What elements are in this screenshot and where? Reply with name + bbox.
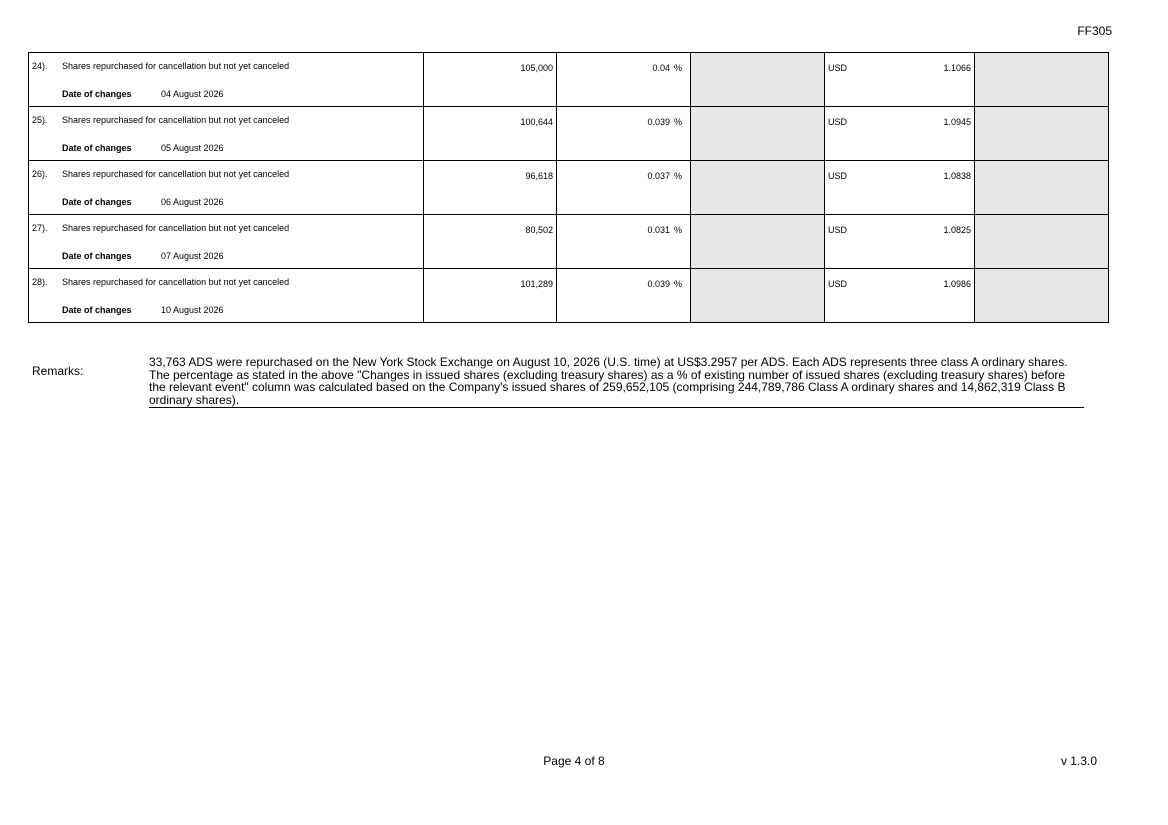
table-row bbox=[29, 269, 1109, 323]
price-cell bbox=[825, 269, 975, 323]
percent-sign: % bbox=[673, 63, 682, 73]
description-cell bbox=[29, 53, 424, 107]
date-of-changes-label: Date of changes bbox=[62, 305, 132, 315]
percent-cell bbox=[557, 53, 691, 107]
row-number: 24). bbox=[32, 61, 48, 71]
percent-value: 0.04 bbox=[652, 63, 670, 73]
price-value: 1.0825 bbox=[943, 225, 971, 235]
price-cell bbox=[825, 215, 975, 269]
share-changes-rows bbox=[29, 53, 1109, 323]
shaded-cell bbox=[975, 107, 1109, 161]
date-of-changes-value: 06 August 2026 bbox=[161, 197, 224, 207]
row-description: Shares repurchased for cancellation but not yet canceled bbox=[62, 115, 290, 125]
row-description: Shares repurchased for cancellation but not yet canceled bbox=[62, 277, 290, 287]
table-row bbox=[29, 107, 1109, 161]
row-number: 26). bbox=[32, 169, 48, 179]
shaded-cell bbox=[691, 53, 825, 107]
share-changes-table bbox=[28, 52, 1109, 323]
percent-sign: % bbox=[673, 225, 682, 235]
row-number: 28). bbox=[32, 277, 48, 287]
percent-cell bbox=[557, 107, 691, 161]
price-cell bbox=[825, 53, 975, 107]
shaded-cell bbox=[691, 161, 825, 215]
price-value: 1.1066 bbox=[943, 63, 971, 73]
row-number: 25). bbox=[32, 115, 48, 125]
shaded-cell bbox=[975, 161, 1109, 215]
date-of-changes-label: Date of changes bbox=[62, 89, 132, 99]
shaded-cell bbox=[691, 215, 825, 269]
row-description: Shares repurchased for cancellation but not yet canceled bbox=[62, 223, 290, 233]
shares-cell: 80,502 bbox=[424, 215, 557, 269]
percent-value: 0.031 bbox=[647, 225, 670, 235]
price-value: 1.0945 bbox=[943, 117, 971, 127]
page-number: Page 4 of 8 bbox=[543, 754, 605, 768]
date-of-changes-value: 05 August 2026 bbox=[161, 143, 224, 153]
percent-value: 0.037 bbox=[647, 171, 670, 181]
shaded-cell bbox=[691, 269, 825, 323]
remarks-body bbox=[149, 356, 1084, 408]
date-of-changes-value: 07 August 2026 bbox=[161, 251, 224, 261]
percent-cell bbox=[557, 161, 691, 215]
shares-cell: 105,000 bbox=[424, 53, 557, 107]
shaded-cell bbox=[975, 215, 1109, 269]
price-cell bbox=[825, 107, 975, 161]
currency: USD bbox=[828, 279, 848, 289]
version-label: v 1.3.0 bbox=[1060, 754, 1097, 768]
shares-cell: 100,644 bbox=[424, 107, 557, 161]
remarks-paragraph-2: The percentage as stated in the above "Changes in issued shares (excluding treasury shares) as a % of existing number of issued shares (excluding treasury shares) before the relevant event" column was calculated based on the Company's issued shares of 259,652,105 (comprising 244,789,786 Class A ordinary shares and 14,862,319 Class B ordinary shares). bbox=[149, 367, 1066, 407]
shares-cell: 96,618 bbox=[424, 161, 557, 215]
price-value: 1.0986 bbox=[943, 279, 971, 289]
row-description: Shares repurchased for cancellation but not yet canceled bbox=[62, 169, 290, 179]
description-cell bbox=[29, 161, 424, 215]
row-description: Shares repurchased for cancellation but not yet canceled bbox=[62, 61, 290, 71]
currency: USD bbox=[828, 171, 848, 181]
table-row bbox=[29, 53, 1109, 107]
row-number: 27). bbox=[32, 223, 48, 233]
table-row bbox=[29, 161, 1109, 215]
remarks-label: Remarks: bbox=[32, 364, 84, 378]
percent-cell bbox=[557, 215, 691, 269]
percent-sign: % bbox=[673, 279, 682, 289]
date-of-changes-value: 04 August 2026 bbox=[161, 89, 224, 99]
currency: USD bbox=[828, 225, 848, 235]
percent-cell bbox=[557, 269, 691, 323]
shaded-cell bbox=[691, 107, 825, 161]
percent-sign: % bbox=[673, 117, 682, 127]
description-cell bbox=[29, 215, 424, 269]
shaded-cell bbox=[975, 269, 1109, 323]
currency: USD bbox=[828, 117, 848, 127]
description-cell bbox=[29, 107, 424, 161]
shares-cell: 101,289 bbox=[424, 269, 557, 323]
date-of-changes-value: 10 August 2026 bbox=[161, 305, 224, 315]
date-of-changes-label: Date of changes bbox=[62, 197, 132, 207]
price-value: 1.0838 bbox=[943, 171, 971, 181]
shaded-cell bbox=[975, 53, 1109, 107]
percent-value: 0.039 bbox=[647, 117, 670, 127]
table-row bbox=[29, 215, 1109, 269]
currency: USD bbox=[828, 63, 848, 73]
price-cell bbox=[825, 161, 975, 215]
description-cell bbox=[29, 269, 424, 323]
percent-value: 0.039 bbox=[647, 279, 670, 289]
date-of-changes-label: Date of changes bbox=[62, 143, 132, 153]
date-of-changes-label: Date of changes bbox=[62, 251, 132, 261]
percent-sign: % bbox=[673, 171, 682, 181]
remarks-paragraph-1: 33,763 ADS were repurchased on the New York Stock Exchange on August 10, 2026 (U.S. time) at US$3.2957 per ADS. Each ADS represents three class A ordinary shares. bbox=[149, 355, 1068, 369]
form-code: FF305 bbox=[1077, 24, 1112, 38]
